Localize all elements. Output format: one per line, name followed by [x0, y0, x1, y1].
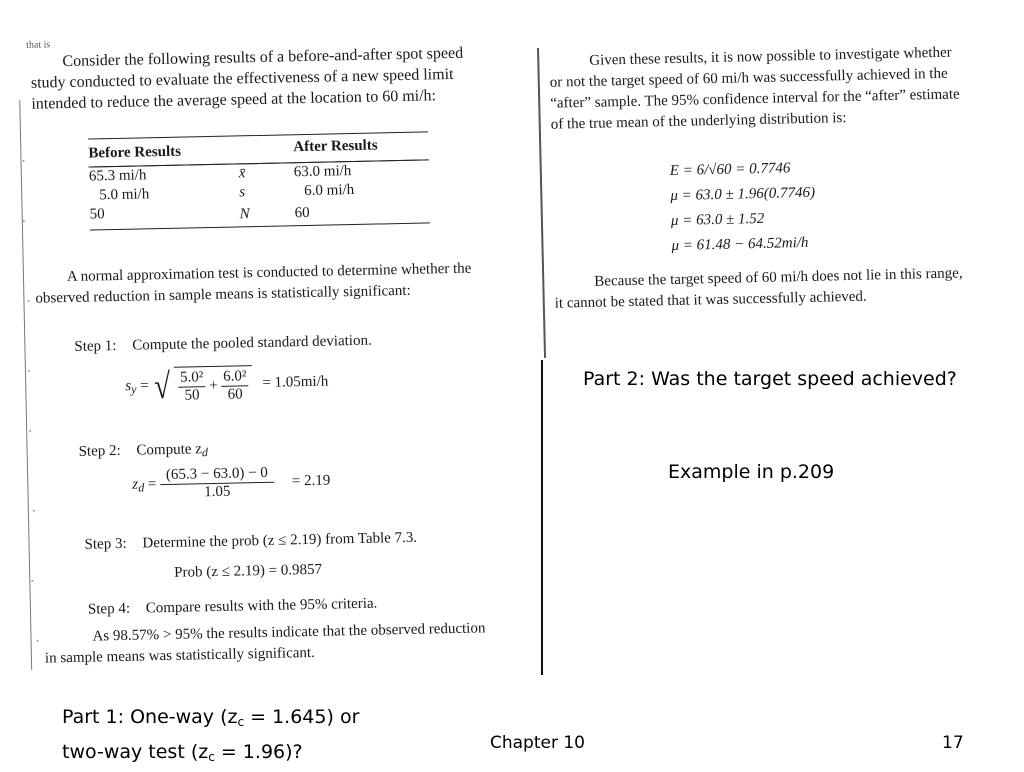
- ci-equation-4: μ = 61.48 − 64.52mi/h: [671, 234, 809, 254]
- results-table: [88, 132, 430, 229]
- ci-equation-2: μ = 63.0 ± 1.96(0.7746): [670, 184, 816, 205]
- step2-num: (65.3 − 63.0) − 0: [160, 465, 274, 485]
- right-page-edge: [537, 48, 546, 358]
- left-intro-paragraph: Consider the following results of a before-and-after spot speed study conducted to evaluate the effectiveness of a new speed limit intended to reduce the average speed at the location to 60 mi/h:: [30, 44, 464, 113]
- step2-lhs: z: [132, 476, 139, 493]
- sqrt-body: $\frac{\text{5.0²}}{50}$ + $\frac{\text{6.0²}}{60}$: [174, 365, 253, 405]
- step1-lhs-sub: y: [131, 382, 137, 397]
- scan-speck: [23, 160, 25, 162]
- step1-text: Compute the pooled standard deviation.: [132, 332, 372, 354]
- right-column-divider: [541, 360, 543, 675]
- table-cell: 50: [89, 206, 105, 223]
- scan-speck: [37, 640, 39, 642]
- table-header-symbol: [238, 135, 294, 164]
- left-paragraph-2: A normal approximation test is conducted to determine whether the observed reduction in sample means is statistically significant:: [35, 260, 472, 307]
- step4-label: Step 4:: [87, 600, 131, 618]
- step2-equation: $z_d$ = $\frac{(65.3 - 63.0) - 0}{1.05}$ = 2.19: [132, 464, 331, 501]
- step1-den2: 60: [227, 386, 243, 403]
- step2-den: 1.05: [203, 483, 231, 501]
- scan-speck: [23, 220, 25, 222]
- step3-result: Prob (z ≤ 2.19) = 0.9857: [174, 561, 323, 581]
- table-cell: 65.3 mi/h: [88, 167, 147, 185]
- step1-num1: 5.0²: [178, 369, 206, 388]
- part1-line1: Part 1: One-way $(z_c = 1.645)$ or: [62, 706, 360, 729]
- step2-text: Compute z: [136, 441, 203, 459]
- scan-speck: [31, 580, 33, 582]
- step1-equation: $s_y$ = √ $\frac{\text{5.0²}}{50}$ + $\frac{\text{6.0²}}{60}$ = 1.05mi/h: [125, 365, 329, 407]
- ci-equation-3: μ = 63.0 ± 1.52: [670, 210, 765, 230]
- step1-result: = 1.05mi/h: [262, 374, 329, 392]
- left-scanned-page: [18, 30, 531, 680]
- step3-label: Step 3:: [84, 535, 127, 553]
- step2-lhs-sub: d: [138, 480, 145, 495]
- step3-text: Determine the prob (z ≤ 2.19) from Table 7.3.: [142, 529, 418, 552]
- footer-chapter: Chapter 10: [490, 733, 586, 753]
- right-scanned-page: [537, 38, 979, 363]
- table-cell: N: [239, 205, 250, 222]
- table-cell: 60: [294, 204, 310, 221]
- sqrt-symbol: √: [153, 365, 171, 407]
- scan-speck: [29, 430, 31, 432]
- footer-page-number: 17: [942, 733, 964, 753]
- right-conclusion: Because the target speed of 60 mi/h does not lie in this range, it cannot be stated that it was successfully achieved.: [554, 265, 963, 312]
- step2-label: Step 2:: [78, 442, 121, 460]
- step2-line: [78, 441, 208, 463]
- scan-speck: [33, 510, 35, 512]
- right-intro-paragraph: Given these results, it is now possible to investigate whether or not the target speed of 60 mi/h was successfully achieved in the “after” sample. The 95% confidence interval for the “after” estimate of the true mean of the underlying distribution is:: [549, 44, 960, 133]
- step2-result: = 2.19: [291, 472, 331, 490]
- step1-lhs: s: [125, 378, 132, 395]
- ci-equation-1: E = 6/√60 = 0.7746: [669, 160, 791, 180]
- table-cell: 63.0 mi/h: [293, 163, 352, 181]
- step2-text-sub: d: [201, 445, 209, 460]
- step3-line: [84, 530, 417, 554]
- scan-speck: [28, 370, 30, 372]
- table-cell: x̄: [238, 165, 246, 182]
- step1-line: [74, 333, 372, 356]
- step4-line: [88, 596, 378, 619]
- part2-caption: Part 2: Was the target speed achieved?: [583, 368, 957, 390]
- top-fragment: that is: [25, 39, 51, 51]
- step1-num2: 6.0²: [221, 368, 249, 387]
- part1-caption: [62, 702, 359, 772]
- step4-text: Compare results with the 95% criteria.: [145, 595, 378, 617]
- table-header-after: After Results: [293, 132, 429, 162]
- scan-speck: [27, 300, 29, 302]
- part1-line2: two-way test $(z_c = 1.96)$?: [62, 741, 303, 764]
- table-cell: 6.0 mi/h: [304, 181, 355, 200]
- table-header-before: Before Results: [88, 136, 239, 167]
- step1-label: Step 1:: [74, 338, 117, 355]
- table-cell: 5.0 mi/h: [99, 186, 150, 204]
- results-table-wrap: [88, 131, 430, 230]
- left-page-edge: [19, 100, 32, 670]
- table-cell: s: [239, 184, 246, 201]
- example-caption: Example in p.209: [668, 461, 835, 483]
- left-conclusion: As 98.57% > 95% the results indicate that the observed reduction in sample means was statistically significant.: [44, 620, 486, 667]
- step1-den1: 50: [184, 387, 200, 404]
